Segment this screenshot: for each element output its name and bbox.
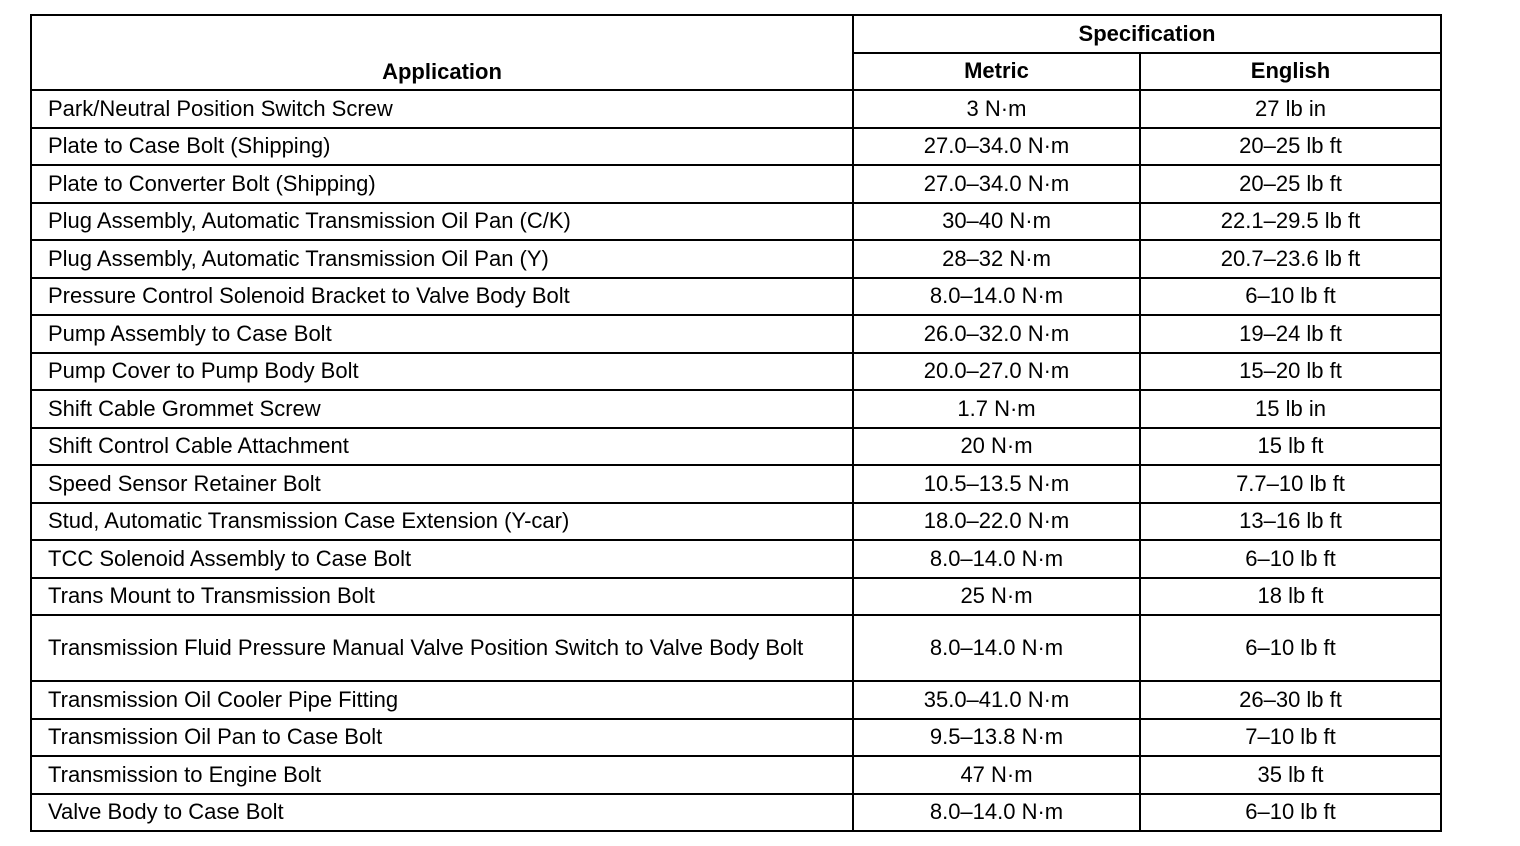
english-cell: 27 lb in (1140, 90, 1441, 128)
metric-cell: 3 N·m (853, 90, 1140, 128)
application-cell: Plate to Case Bolt (Shipping) (31, 128, 853, 166)
english-cell: 22.1–29.5 lb ft (1140, 203, 1441, 241)
metric-cell: 18.0–22.0 N·m (853, 503, 1140, 541)
metric-cell: 27.0–34.0 N·m (853, 165, 1140, 203)
table-row (31, 390, 1441, 428)
application-cell: Pump Assembly to Case Bolt (31, 315, 853, 353)
application-cell: Park/Neutral Position Switch Screw (31, 90, 853, 128)
english-cell: 6–10 lb ft (1140, 278, 1441, 316)
english-cell: 19–24 lb ft (1140, 315, 1441, 353)
metric-cell: 20.0–27.0 N·m (853, 353, 1140, 391)
application-cell: Plate to Converter Bolt (Shipping) (31, 165, 853, 203)
metric-cell: 10.5–13.5 N·m (853, 465, 1140, 503)
application-cell: Valve Body to Case Bolt (31, 794, 853, 832)
table-row (31, 503, 1441, 541)
table-row (31, 165, 1441, 203)
table-row (31, 315, 1441, 353)
application-cell: Stud, Automatic Transmission Case Extension (Y-car) (31, 503, 853, 541)
table-row (31, 540, 1441, 578)
metric-cell: 8.0–14.0 N·m (853, 278, 1140, 316)
metric-header: Metric (853, 53, 1140, 91)
english-cell: 26–30 lb ft (1140, 681, 1441, 719)
application-cell: Transmission Fluid Pressure Manual Valve Position Switch to Valve Body Bolt (31, 615, 853, 681)
table-row (31, 428, 1441, 466)
english-cell: 15 lb in (1140, 390, 1441, 428)
table-body (31, 90, 1441, 831)
english-cell: 6–10 lb ft (1140, 615, 1441, 681)
application-cell: Plug Assembly, Automatic Transmission Oil Pan (C/K) (31, 203, 853, 241)
english-cell: 20–25 lb ft (1140, 128, 1441, 166)
table-row (31, 615, 1441, 681)
application-cell: TCC Solenoid Assembly to Case Bolt (31, 540, 853, 578)
metric-cell: 27.0–34.0 N·m (853, 128, 1140, 166)
table-row (31, 278, 1441, 316)
table-row (31, 681, 1441, 719)
application-cell: Trans Mount to Transmission Bolt (31, 578, 853, 616)
english-cell: 15–20 lb ft (1140, 353, 1441, 391)
metric-cell: 1.7 N·m (853, 390, 1140, 428)
metric-cell: 26.0–32.0 N·m (853, 315, 1140, 353)
english-cell: 35 lb ft (1140, 756, 1441, 794)
table-row (31, 353, 1441, 391)
metric-cell: 9.5–13.8 N·m (853, 719, 1140, 757)
english-cell: 20.7–23.6 lb ft (1140, 240, 1441, 278)
english-cell: 20–25 lb ft (1140, 165, 1441, 203)
table-row (31, 756, 1441, 794)
table-row (31, 128, 1441, 166)
application-cell: Pump Cover to Pump Body Bolt (31, 353, 853, 391)
metric-cell: 8.0–14.0 N·m (853, 794, 1140, 832)
metric-cell: 20 N·m (853, 428, 1140, 466)
table-row (31, 719, 1441, 757)
table-row (31, 578, 1441, 616)
table-row (31, 465, 1441, 503)
metric-cell: 47 N·m (853, 756, 1140, 794)
english-cell: 6–10 lb ft (1140, 540, 1441, 578)
metric-cell: 28–32 N·m (853, 240, 1140, 278)
torque-spec-table (30, 14, 1442, 832)
application-cell: Transmission to Engine Bolt (31, 756, 853, 794)
english-cell: 7–10 lb ft (1140, 719, 1441, 757)
application-cell: Speed Sensor Retainer Bolt (31, 465, 853, 503)
english-header: English (1140, 53, 1441, 91)
metric-cell: 25 N·m (853, 578, 1140, 616)
metric-cell: 8.0–14.0 N·m (853, 615, 1140, 681)
table-row (31, 203, 1441, 241)
english-cell: 6–10 lb ft (1140, 794, 1441, 832)
metric-cell: 30–40 N·m (853, 203, 1140, 241)
table-row (31, 90, 1441, 128)
application-cell: Pressure Control Solenoid Bracket to Valve Body Bolt (31, 278, 853, 316)
application-cell: Plug Assembly, Automatic Transmission Oil Pan (Y) (31, 240, 853, 278)
table-row (31, 240, 1441, 278)
application-header: Application (31, 15, 853, 90)
application-cell: Shift Control Cable Attachment (31, 428, 853, 466)
table-header (31, 15, 1441, 90)
english-cell: 7.7–10 lb ft (1140, 465, 1441, 503)
metric-cell: 8.0–14.0 N·m (853, 540, 1140, 578)
specification-header: Specification (853, 15, 1441, 53)
application-cell: Transmission Oil Cooler Pipe Fitting (31, 681, 853, 719)
english-cell: 18 lb ft (1140, 578, 1441, 616)
application-cell: Shift Cable Grommet Screw (31, 390, 853, 428)
english-cell: 15 lb ft (1140, 428, 1441, 466)
english-cell: 13–16 lb ft (1140, 503, 1441, 541)
metric-cell: 35.0–41.0 N·m (853, 681, 1140, 719)
table-row (31, 794, 1441, 832)
application-cell: Transmission Oil Pan to Case Bolt (31, 719, 853, 757)
